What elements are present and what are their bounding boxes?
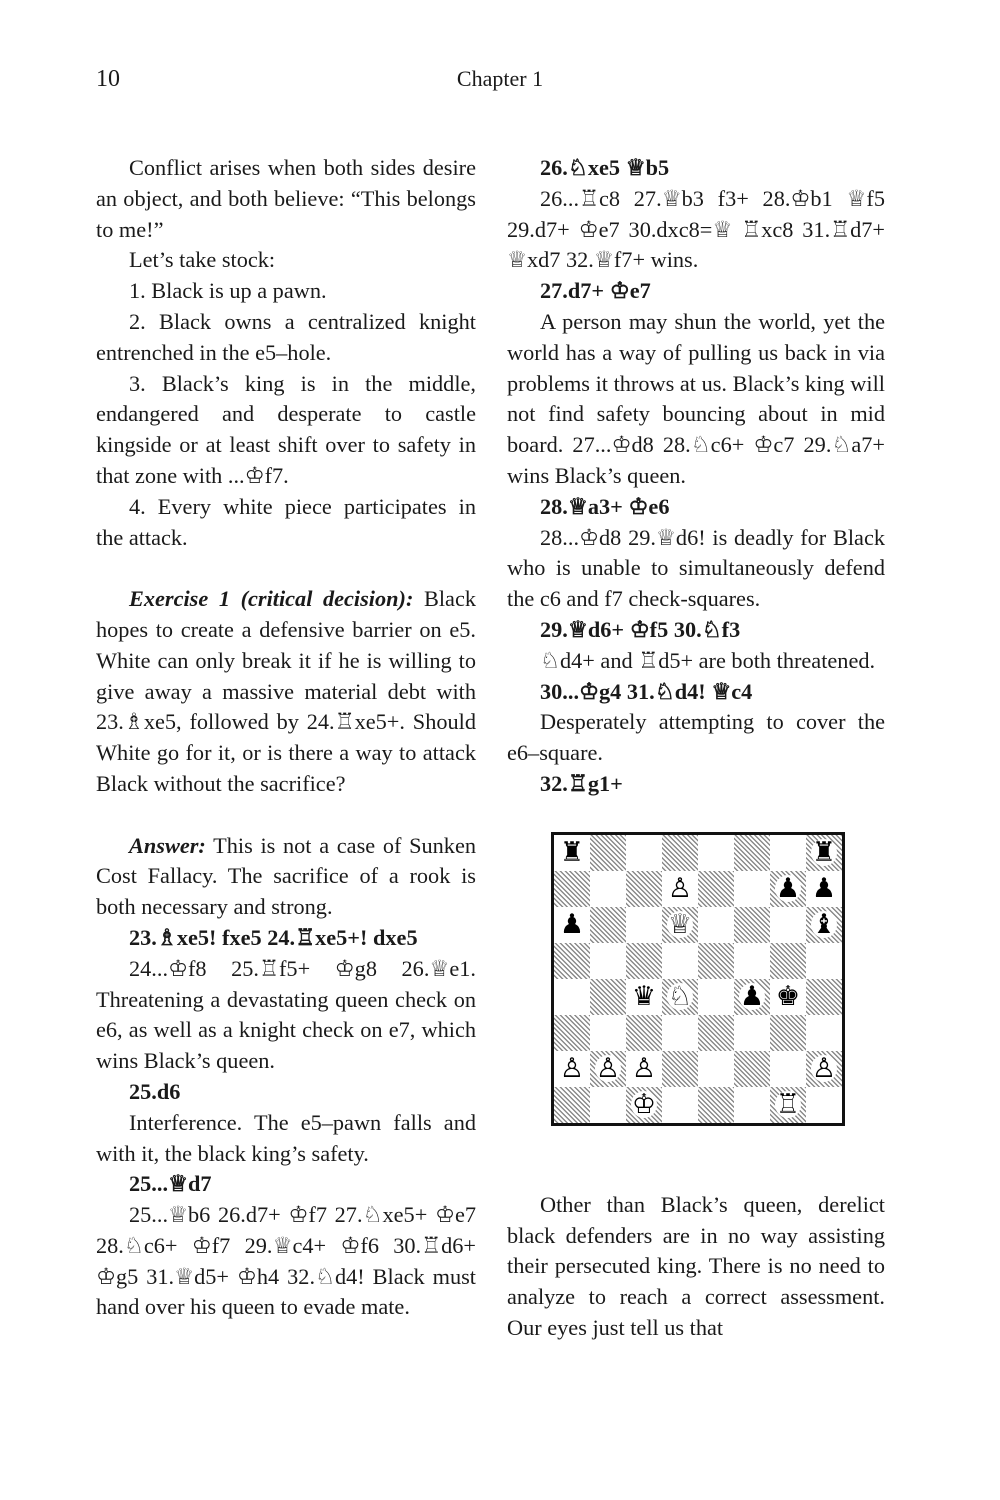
paragraph: ♘d4+ and ♖d5+ are both threatened. — [540, 647, 876, 673]
exercise-label: Exercise 1 (critical decision): — [129, 586, 414, 612]
paragraph: Conflict arises when both sides desire an object, and both believe: “This belongs to me!” — [96, 155, 476, 242]
board-square — [554, 979, 590, 1015]
chess-piece-icon: ♙ — [667, 873, 693, 905]
paragraph: 26...♖c8 27.♕b3 f3+ 28.♔b1 ♕f5 29.d7+ ♔e7 30.dxc8=♕ ♖xc8 31.♖d7+ ♕xd7 32.♕f7+ wins. — [507, 185, 885, 273]
right-column — [507, 153, 885, 1344]
board-square — [626, 1015, 662, 1051]
page-number: 10 — [96, 66, 120, 92]
board-square — [590, 979, 626, 1015]
board-square — [770, 979, 806, 1015]
chess-board — [551, 832, 845, 1126]
paragraph: 28...♔d8 29.♕d6! is deadly for Black who is unable to simultaneously defend the c6 and f7 check-squares. — [507, 524, 885, 612]
chess-piece-icon: ♙ — [559, 1053, 585, 1085]
paragraph: Interference. The e5–pawn falls and with it, the black king’s safety. — [96, 1109, 476, 1166]
paragraph: Desperately attempting to cover the e6–square. — [507, 709, 885, 766]
paragraph: 1. Black is up a pawn. — [129, 278, 327, 304]
board-square — [554, 907, 590, 943]
chess-piece-icon: ♟ — [559, 909, 585, 941]
paragraph: 24...♔f8 25.♖f5+ ♔g8 26.♕e1. Threatening a devastating queen check on e6, as well as a knight check on e7, which wins Black’s queen. — [96, 955, 476, 1074]
board-square — [734, 907, 770, 943]
chess-piece-icon: ♜ — [559, 837, 585, 869]
board-square — [806, 835, 842, 871]
board-square — [590, 871, 626, 907]
move-line: 25...♕d7 — [129, 1171, 212, 1197]
move-line: 28.♕a3+ ♔e6 — [540, 493, 670, 519]
paragraph: 4. Every white piece participates in the attack. — [96, 493, 476, 550]
board-square — [626, 1051, 662, 1087]
board-square — [806, 907, 842, 943]
board-square — [554, 1015, 590, 1051]
board-square — [734, 1087, 770, 1123]
chess-piece-icon: ♘ — [667, 981, 693, 1013]
chess-piece-icon: ♔ — [631, 1089, 657, 1121]
chess-piece-icon: ♜ — [811, 837, 837, 869]
paragraph: Let’s take stock: — [129, 247, 276, 273]
board-square — [698, 979, 734, 1015]
move-line: 26.♘xe5 ♕b5 — [540, 155, 670, 180]
answer-paragraph — [96, 831, 476, 923]
board-square — [662, 1015, 698, 1051]
board-square — [662, 835, 698, 871]
board-square — [590, 835, 626, 871]
board-square — [698, 1087, 734, 1123]
board-square — [590, 1087, 626, 1123]
board-square — [698, 943, 734, 979]
board-square — [734, 979, 770, 1015]
board-square — [770, 943, 806, 979]
exercise-text: Black hopes to create a defensive barrier on e5. White can only break it if he is willing to give away a massive material debt with 23.♗xe5, followed by 24.♖xe5+. Should White go for it, or is there a way to attack Black without the sacrifice? — [96, 586, 477, 796]
board-square — [734, 871, 770, 907]
move-line: 29.♕d6+ ♔f5 30.♘f3 — [540, 616, 741, 642]
board-square — [806, 1051, 842, 1087]
board-square — [554, 871, 590, 907]
board-square — [590, 1015, 626, 1051]
chess-diagram — [507, 800, 885, 1190]
board-square — [698, 1051, 734, 1087]
paragraph: Other than Black’s queen, derelict black defenders are in no way assisting their persecuted king. There is no need to analyze to reach a correct assessment. Our eyes just tell us that — [507, 1191, 885, 1340]
chess-piece-icon: ♕ — [667, 909, 693, 941]
chess-piece-icon: ♙ — [595, 1053, 621, 1085]
board-square — [554, 835, 590, 871]
chess-piece-icon: ♙ — [631, 1053, 657, 1085]
board-square — [554, 1087, 590, 1123]
answer-label: Answer: — [129, 832, 206, 858]
board-square — [626, 871, 662, 907]
chess-piece-icon: ♛ — [631, 981, 657, 1013]
board-square — [734, 835, 770, 871]
board-square — [662, 1051, 698, 1087]
board-square — [806, 871, 842, 907]
board-square — [770, 835, 806, 871]
running-head: Chapter 1 — [456, 66, 544, 91]
board-square — [770, 1087, 806, 1123]
board-square — [734, 1051, 770, 1087]
board-square — [626, 1087, 662, 1123]
board-square — [590, 1051, 626, 1087]
exercise-paragraph — [96, 584, 476, 800]
board-square — [806, 943, 842, 979]
board-square — [662, 871, 698, 907]
board-square — [698, 1015, 734, 1051]
board-square — [698, 835, 734, 871]
chess-piece-icon: ♝ — [811, 909, 837, 941]
chess-piece-icon: ♟ — [811, 873, 837, 905]
board-square — [626, 907, 662, 943]
board-square — [626, 835, 662, 871]
board-square — [806, 979, 842, 1015]
move-line: 32.♖g1+ — [540, 770, 623, 796]
paragraph: 3. Black’s king is in the middle, endangered and desperate to castle kingside or at least shift over to safety in that zone with ...♔f7. — [96, 370, 476, 488]
move-line: 30...♔g4 31.♘d4! ♕c4 — [540, 678, 753, 704]
board-square — [770, 907, 806, 943]
answer-text: This is not a case of Sunken Cost Fallacy. The sacrifice of a rook is both necessary and strong. — [96, 832, 476, 920]
board-square — [554, 943, 590, 979]
move-line: 23.♗xe5! fxe5 24.♖xe5+! dxe5 — [129, 924, 418, 950]
board-square — [662, 907, 698, 943]
board-square — [698, 871, 734, 907]
chess-piece-icon: ♟ — [775, 873, 801, 905]
board-square — [590, 943, 626, 979]
board-square — [626, 979, 662, 1015]
board-square — [662, 1087, 698, 1123]
board-square — [770, 871, 806, 907]
board-square — [734, 1015, 770, 1051]
chess-piece-icon: ♖ — [775, 1089, 801, 1121]
board-square — [806, 1087, 842, 1123]
board-square — [662, 979, 698, 1015]
left-column — [96, 153, 476, 1323]
board-square — [590, 907, 626, 943]
move-line: 27.d7+ ♔e7 — [540, 278, 651, 304]
chess-piece-icon: ♟ — [739, 981, 765, 1013]
move-line: 25.d6 — [129, 1078, 181, 1104]
board-square — [626, 943, 662, 979]
board-square — [662, 943, 698, 979]
board-square — [698, 907, 734, 943]
paragraph: A person may shun the world, yet the world has a way of pulling us back in via problems it throws at us. Black’s king will not find safety bouncing about in mid board. 27...♔d8 28.♘c6+ ♔c7 29.♘a7+ wins Black’s queen. — [507, 308, 885, 488]
chess-piece-icon: ♚ — [775, 981, 801, 1013]
board-square — [770, 1015, 806, 1051]
chess-piece-icon: ♙ — [811, 1053, 837, 1085]
board-square — [770, 1051, 806, 1087]
board-square — [554, 1051, 590, 1087]
paragraph: 2. Black owns a centralized knight entrenched in the e5–hole. — [96, 308, 476, 365]
board-square — [806, 1015, 842, 1051]
board-square — [734, 943, 770, 979]
paragraph: 25...♕b6 26.d7+ ♔f7 27.♘xe5+ ♔e7 28.♘c6+ ♔f7 29.♕c4+ ♔f6 30.♖d6+ ♔g5 31.♕d5+ ♔h4 32.♘d4! Black must hand over his queen to evade mate. — [96, 1202, 476, 1320]
